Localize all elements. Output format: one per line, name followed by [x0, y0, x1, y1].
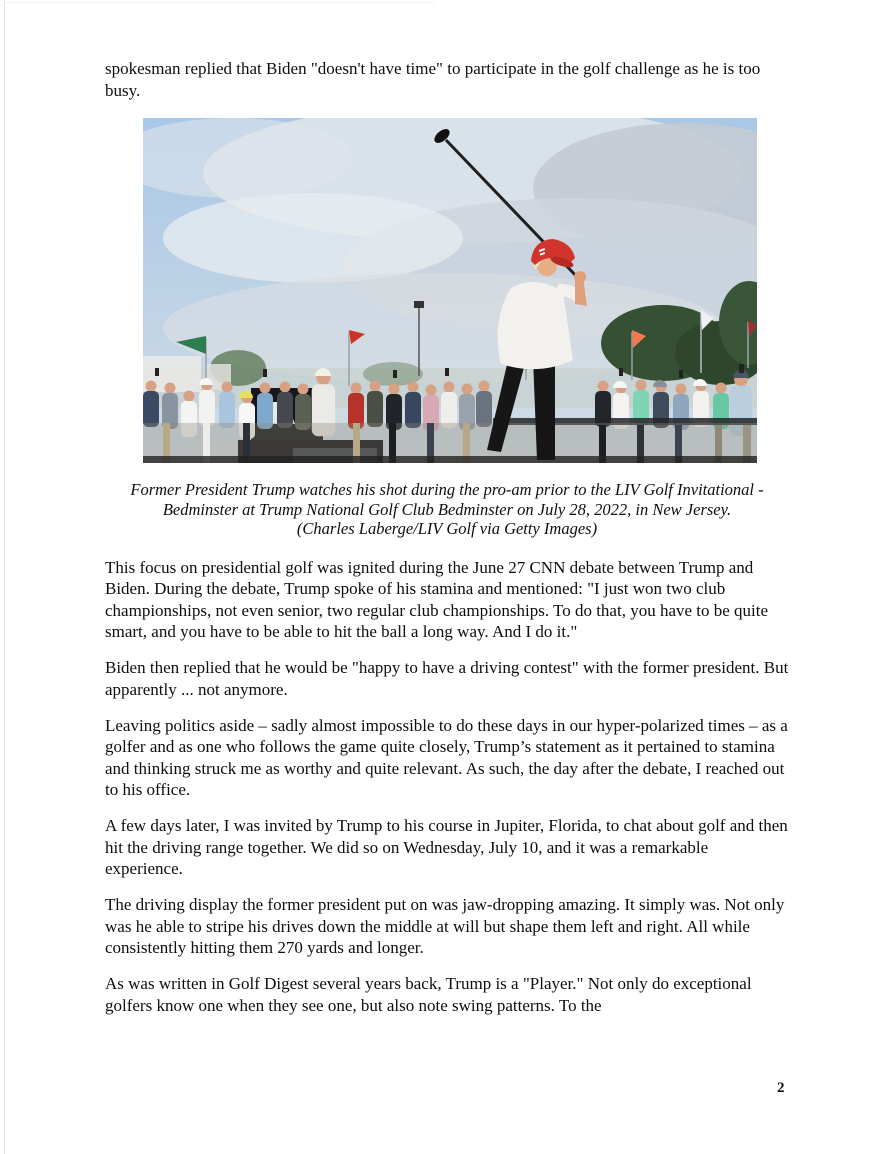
caption-credit: (Charles Laberge/LIV Golf via Getty Images) — [296, 519, 598, 538]
article-photo — [143, 118, 757, 463]
photo-caption — [105, 480, 789, 539]
page-number: 2 — [777, 1080, 785, 1096]
article-figure — [130, 118, 764, 539]
caption-text: Former President Trump watches his shot during the pro-am prior to the LIV Golf Invitational - Bedminster at Trump National Golf Club Bedminster on July 28, 2022, in New Jersey. — [130, 480, 764, 519]
crowd-legs — [143, 423, 757, 463]
body-paragraph: Leaving politics aside – sadly almost impossible to do these days in our hyper-polarized times – as a golfer and as one who follows the game quite closely, Trump’s statement as it pertained to stamina and thinking struck me as worthy and quite relevant. As such, the day after the debate, I reached out to his office. — [105, 715, 788, 799]
body-paragraph: A few days later, I was invited by Trump to his course in Jupiter, Florida, to chat about golf and then hit the driving range together. We did so on Wednesday, July 10, and it was a remarkable experience. — [105, 816, 788, 878]
page-left-edge — [4, 0, 5, 1154]
hands — [574, 271, 586, 283]
body-paragraph: This focus on presidential golf was ignited during the June 27 CNN debate between Trump and Biden. During the debate, Trump spoke of his stamina and mentioned: "I just won two club championships, not even senior, two regular club championships. To do that, you have to be quite smart, and you have to be able to hit the ball a long way. And I do it." — [105, 557, 769, 641]
body-paragraph: The driving display the former president put on was jaw-dropping amazing. It simply was. Not only was he able to stripe his drives down the middle at will but shape them left and right. All while consistently hitting them 270 yards and longer. — [105, 895, 785, 957]
intro-paragraph: spokesman replied that Biden "doesn't have time" to participate in the golf challenge as he is too busy. — [105, 59, 761, 100]
page-content — [105, 0, 789, 1031]
body-paragraph: As was written in Golf Digest several years back, Trump is a "Player." Not only do exceptional golfers know one when they see one, but also note swing patterns. To the — [105, 974, 752, 1015]
article-body — [105, 557, 789, 1017]
body-paragraph: Biden then replied that he would be "happy to have a driving contest" with the former president. But apparently ... not anymore. — [105, 658, 789, 699]
